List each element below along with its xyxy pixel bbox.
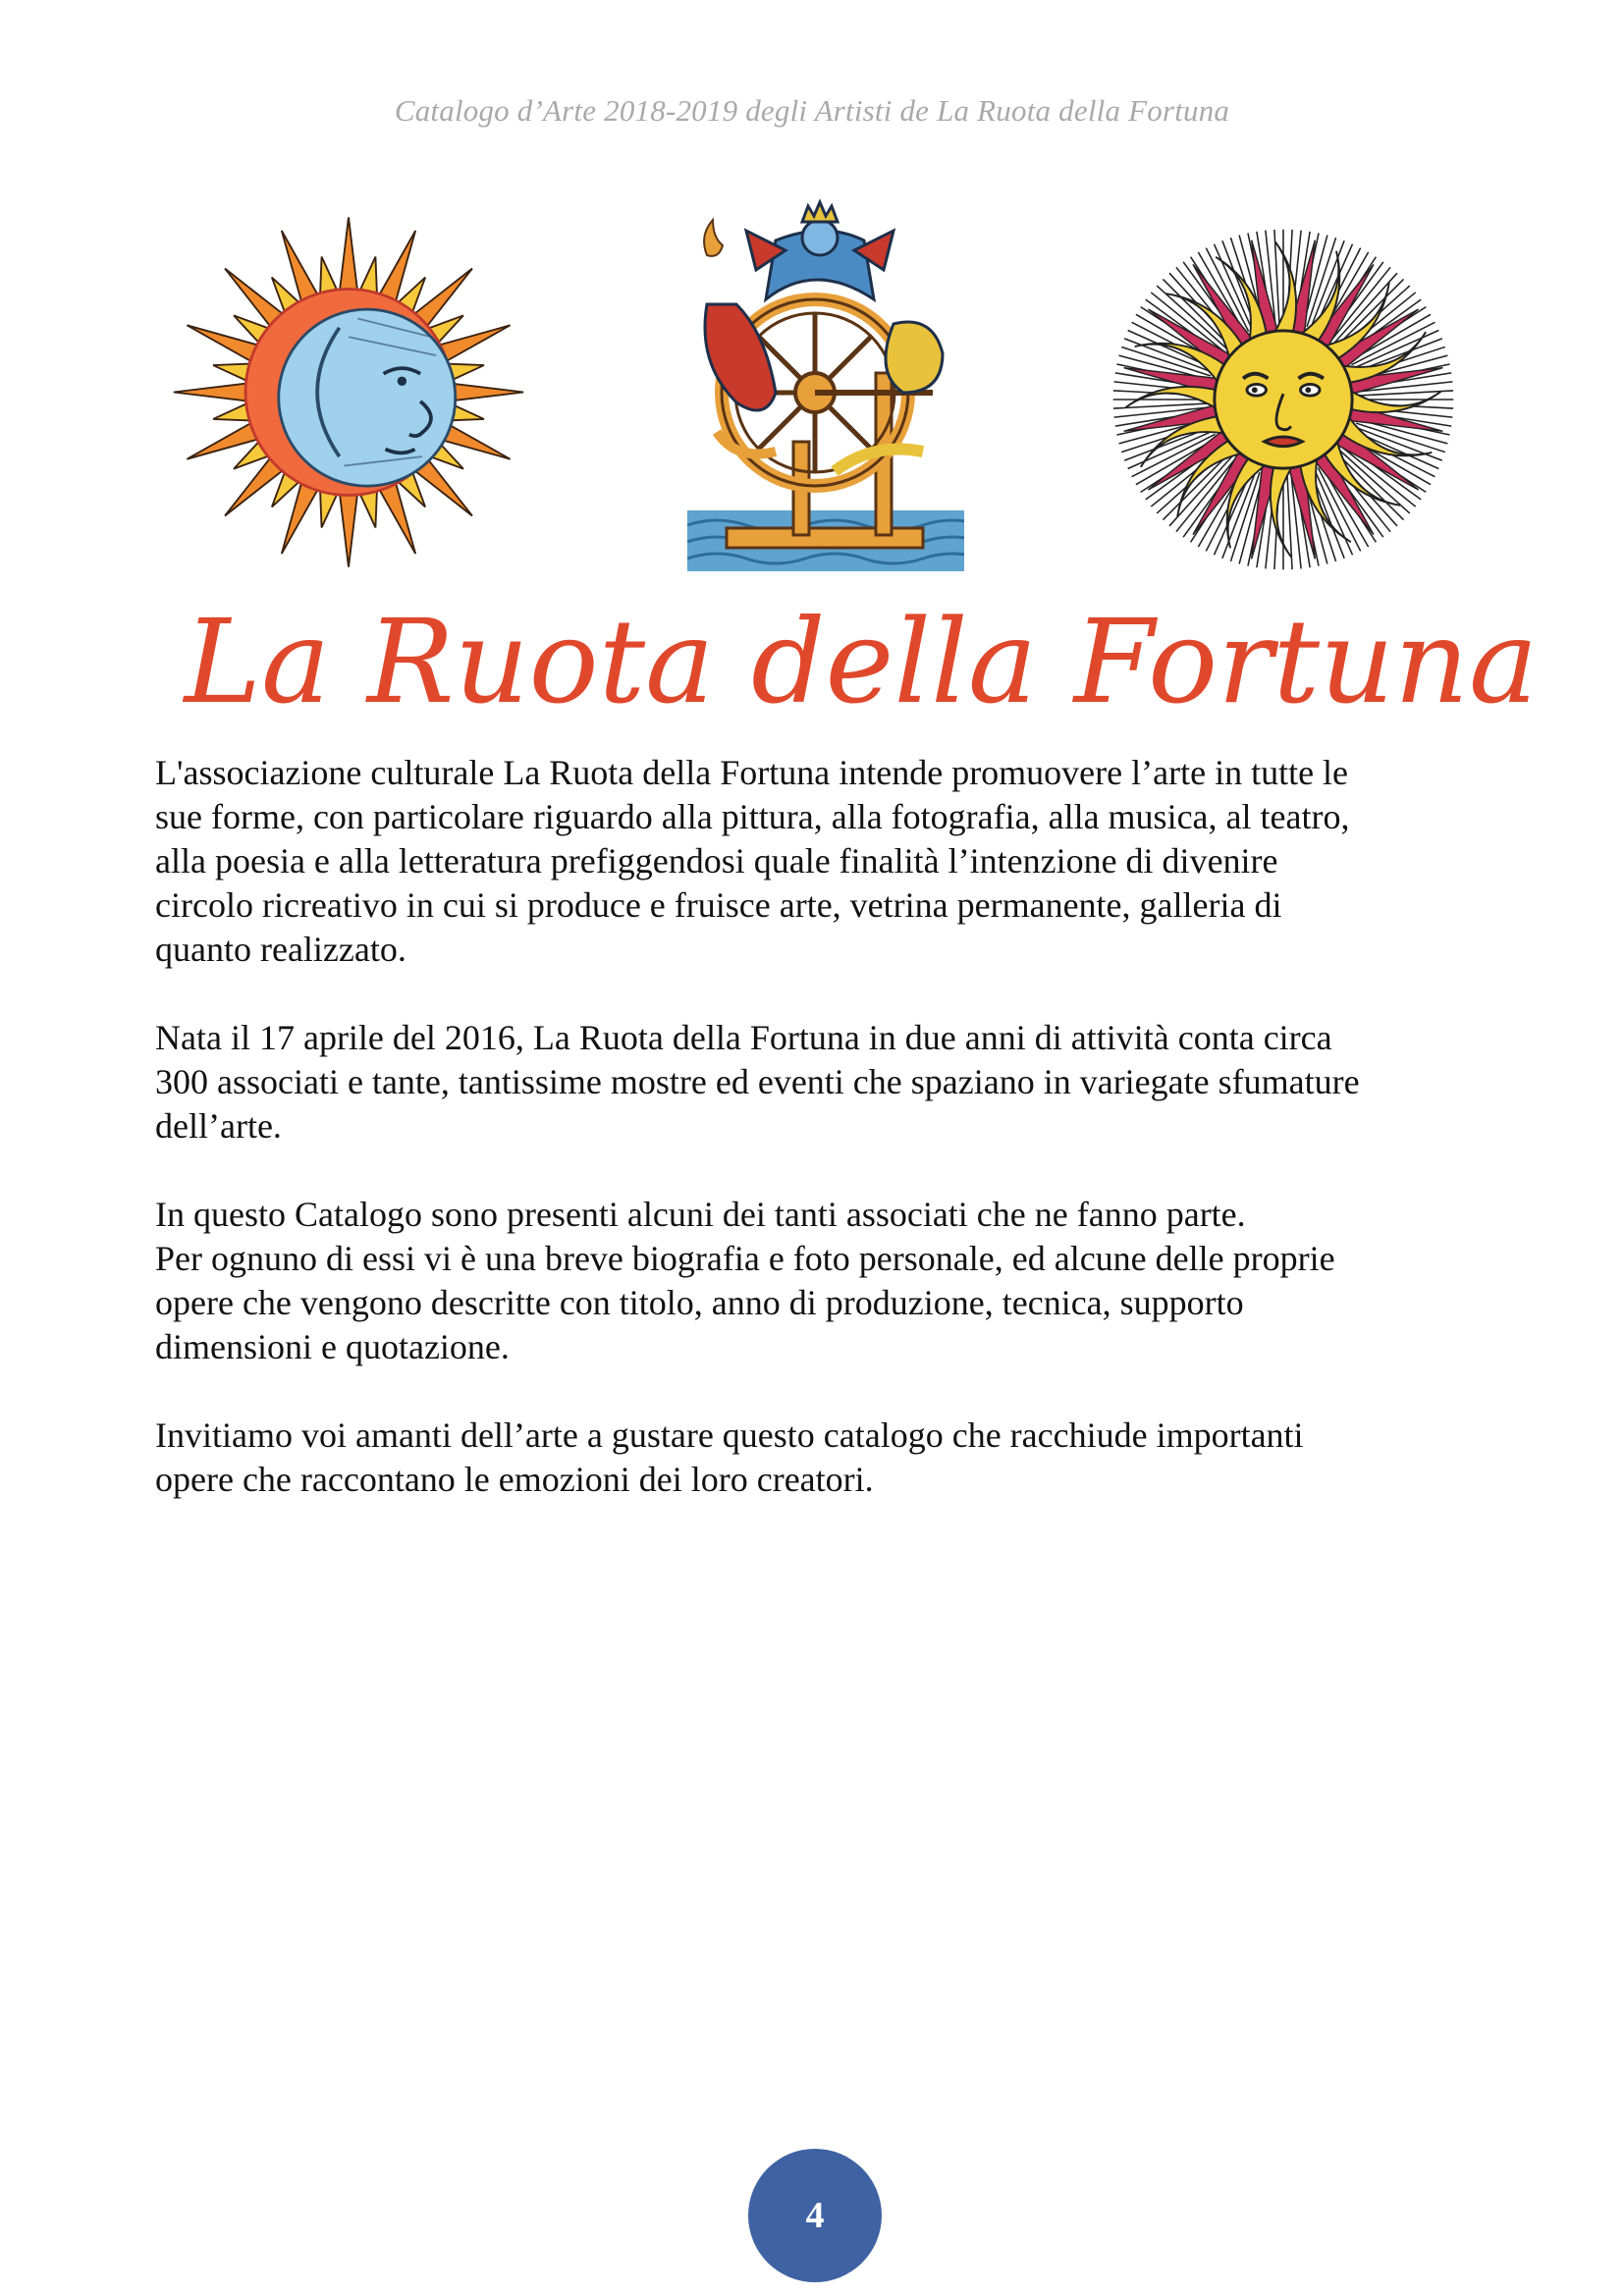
wheel-of-fortune-card-icon (687, 196, 964, 571)
page-number-badge (748, 2149, 882, 2282)
page-number: 4 (805, 2195, 825, 2236)
paragraph-invitation: Invitiamo voi amanti dell’arte a gustare questo catalogo che racchiude importanti opere che raccontano le emozioni dei loro creatori. (155, 1415, 1304, 1499)
paragraph-history: Nata il 17 aprile del 2016, La Ruota della Fortuna in due anni di attività conta circa 300 associati e tante, tantissime mostre ed eventi che spaziano in variegate sfumature dell’arte. (155, 1018, 1360, 1146)
paragraph-association: L'associazione culturale La Ruota della Fortuna intende promuovere l’arte in tutte le sue forme, con particolare riguardo alla pittura, alla fotografia, alla musica, al teatro, alla poesia e alla letteratura prefiggendosi quale finalità l’intenzione di divenire circolo ricreativo in cui si produce e fruisce arte, vetrina permanente, galleria di quanto realizzato. (155, 753, 1350, 969)
running-header: Catalogo d’Arte 2018-2019 degli Artisti de La Ruota della Fortuna (394, 93, 1230, 128)
paragraph-catalog-contents: In questo Catalogo sono presenti alcuni dei tanti associati che ne fanno parte. Per ognuno di essi vi è una breve biografia e foto personale, ed alcune delle proprie opere che vengono descritte con titolo, anno di produzione, tecnica, supporto dimensioni e quotazione. (155, 1195, 1335, 1366)
logo-title (0, 589, 1624, 726)
logo-title-text: La Ruota della Fortuna (184, 594, 1539, 726)
sun-and-moon-icon (157, 208, 540, 576)
intro-text (155, 751, 1490, 1546)
sun-face-icon (1092, 218, 1475, 581)
